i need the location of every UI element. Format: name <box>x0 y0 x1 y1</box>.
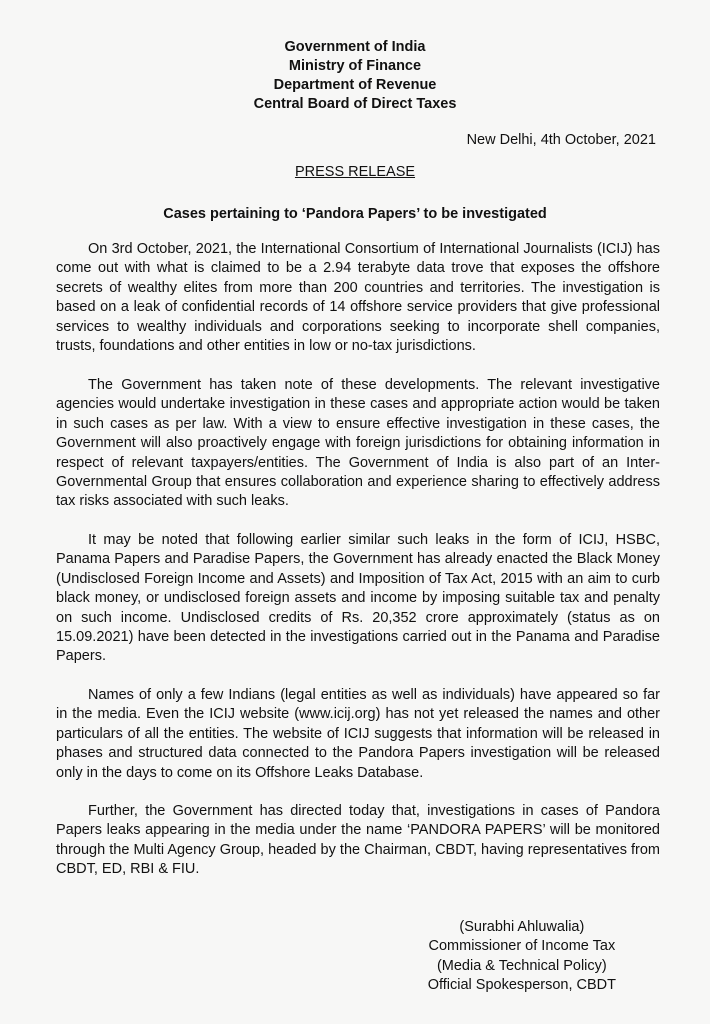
subject-heading: Cases pertaining to ‘Pandora Papers’ to be investigated <box>163 206 547 222</box>
signatory-name: (Surabhi Ahluwalia) <box>459 919 585 935</box>
signatory-role: Official Spokesperson, CBDT <box>427 977 616 994</box>
letterhead-line-government: Government of India <box>284 39 426 55</box>
letterhead-line-board: Central Board of Direct Taxes <box>253 96 457 112</box>
paragraph-2: The Government has taken note of these developments. The relevant investigative agencies would undertake investigation in these cases and appropriate action would be taken in such cases as per law. With a view to ensure effective investigation in these cases, the Government will also proactively engage with foreign jurisdictions for obtaining information in respect of relevant taxpayers/entities. The Government of India is also part of an Inter-Governmental Group that ensures collaboration and experience sharing to effectively address tax risks associated with such leaks. <box>56 377 660 510</box>
paragraph-5: Further, the Government has directed today that, investigations in cases of Pandora Papers leaks appearing in the media under the name ‘PANDORA PAPERS’ will be monitored through the Multi Agency Group, headed by the Chairman, CBDT, having representatives from CBDT, ED, RBI & FIU. <box>56 803 660 878</box>
signatory-unit: (Media & Technical Policy) <box>436 957 607 974</box>
press-release-label-wrap <box>0 164 710 180</box>
paragraph-4: Names of only a few Indians (legal entities as well as individuals) have appeared so far in the media. Even the ICIJ website (www.icij.org) has not yet released the names and other particulars of all the entities. The website of ICIJ suggests that information will be released in phases and structured data connected to the Pandora Papers investigation will be released only in the days to come on its Offshore Leaks Database. <box>56 687 660 781</box>
signature-block <box>428 918 616 996</box>
release-date: New Delhi, 4th October, 2021 <box>466 132 656 148</box>
paragraph-3: It may be noted that following earlier similar such leaks in the form of ICIJ, HSBC, Panama Papers and Paradise Papers, the Government has already enacted the Black Money (Undisclosed Foreign Income and Assets) and Imposition of Tax Act, 2015 with an aim to curb black money, or undisclosed foreign assets and income by imposing suitable tax and penalty on such income. Undisclosed credits of Rs. 20,352 crore approximately (status as on 15.09.2021) have been detected in the investigations carried out in the Panama and Paradise Papers. <box>56 532 660 665</box>
letterhead-line-department: Department of Revenue <box>273 77 437 93</box>
letterhead <box>0 38 710 114</box>
signatory-designation: Commissioner of Income Tax <box>428 938 616 955</box>
press-release-label: PRESS RELEASE <box>294 164 416 180</box>
letterhead-line-ministry: Ministry of Finance <box>288 58 422 74</box>
paragraph-1: On 3rd October, 2021, the International Consortium of International Journalists (ICIJ) has come out with what is claimed to be a 2.94 terabyte data trove that exposes the offshore secrets of wealthy elites from more than 200 countries and territories. The investigation is based on a leak of confidential records of 14 offshore service providers that give professional services to wealthy individuals and corporations seeking to incorporate shell companies, trusts, foundations and other entities in low or no-tax jurisdictions. <box>56 241 660 355</box>
